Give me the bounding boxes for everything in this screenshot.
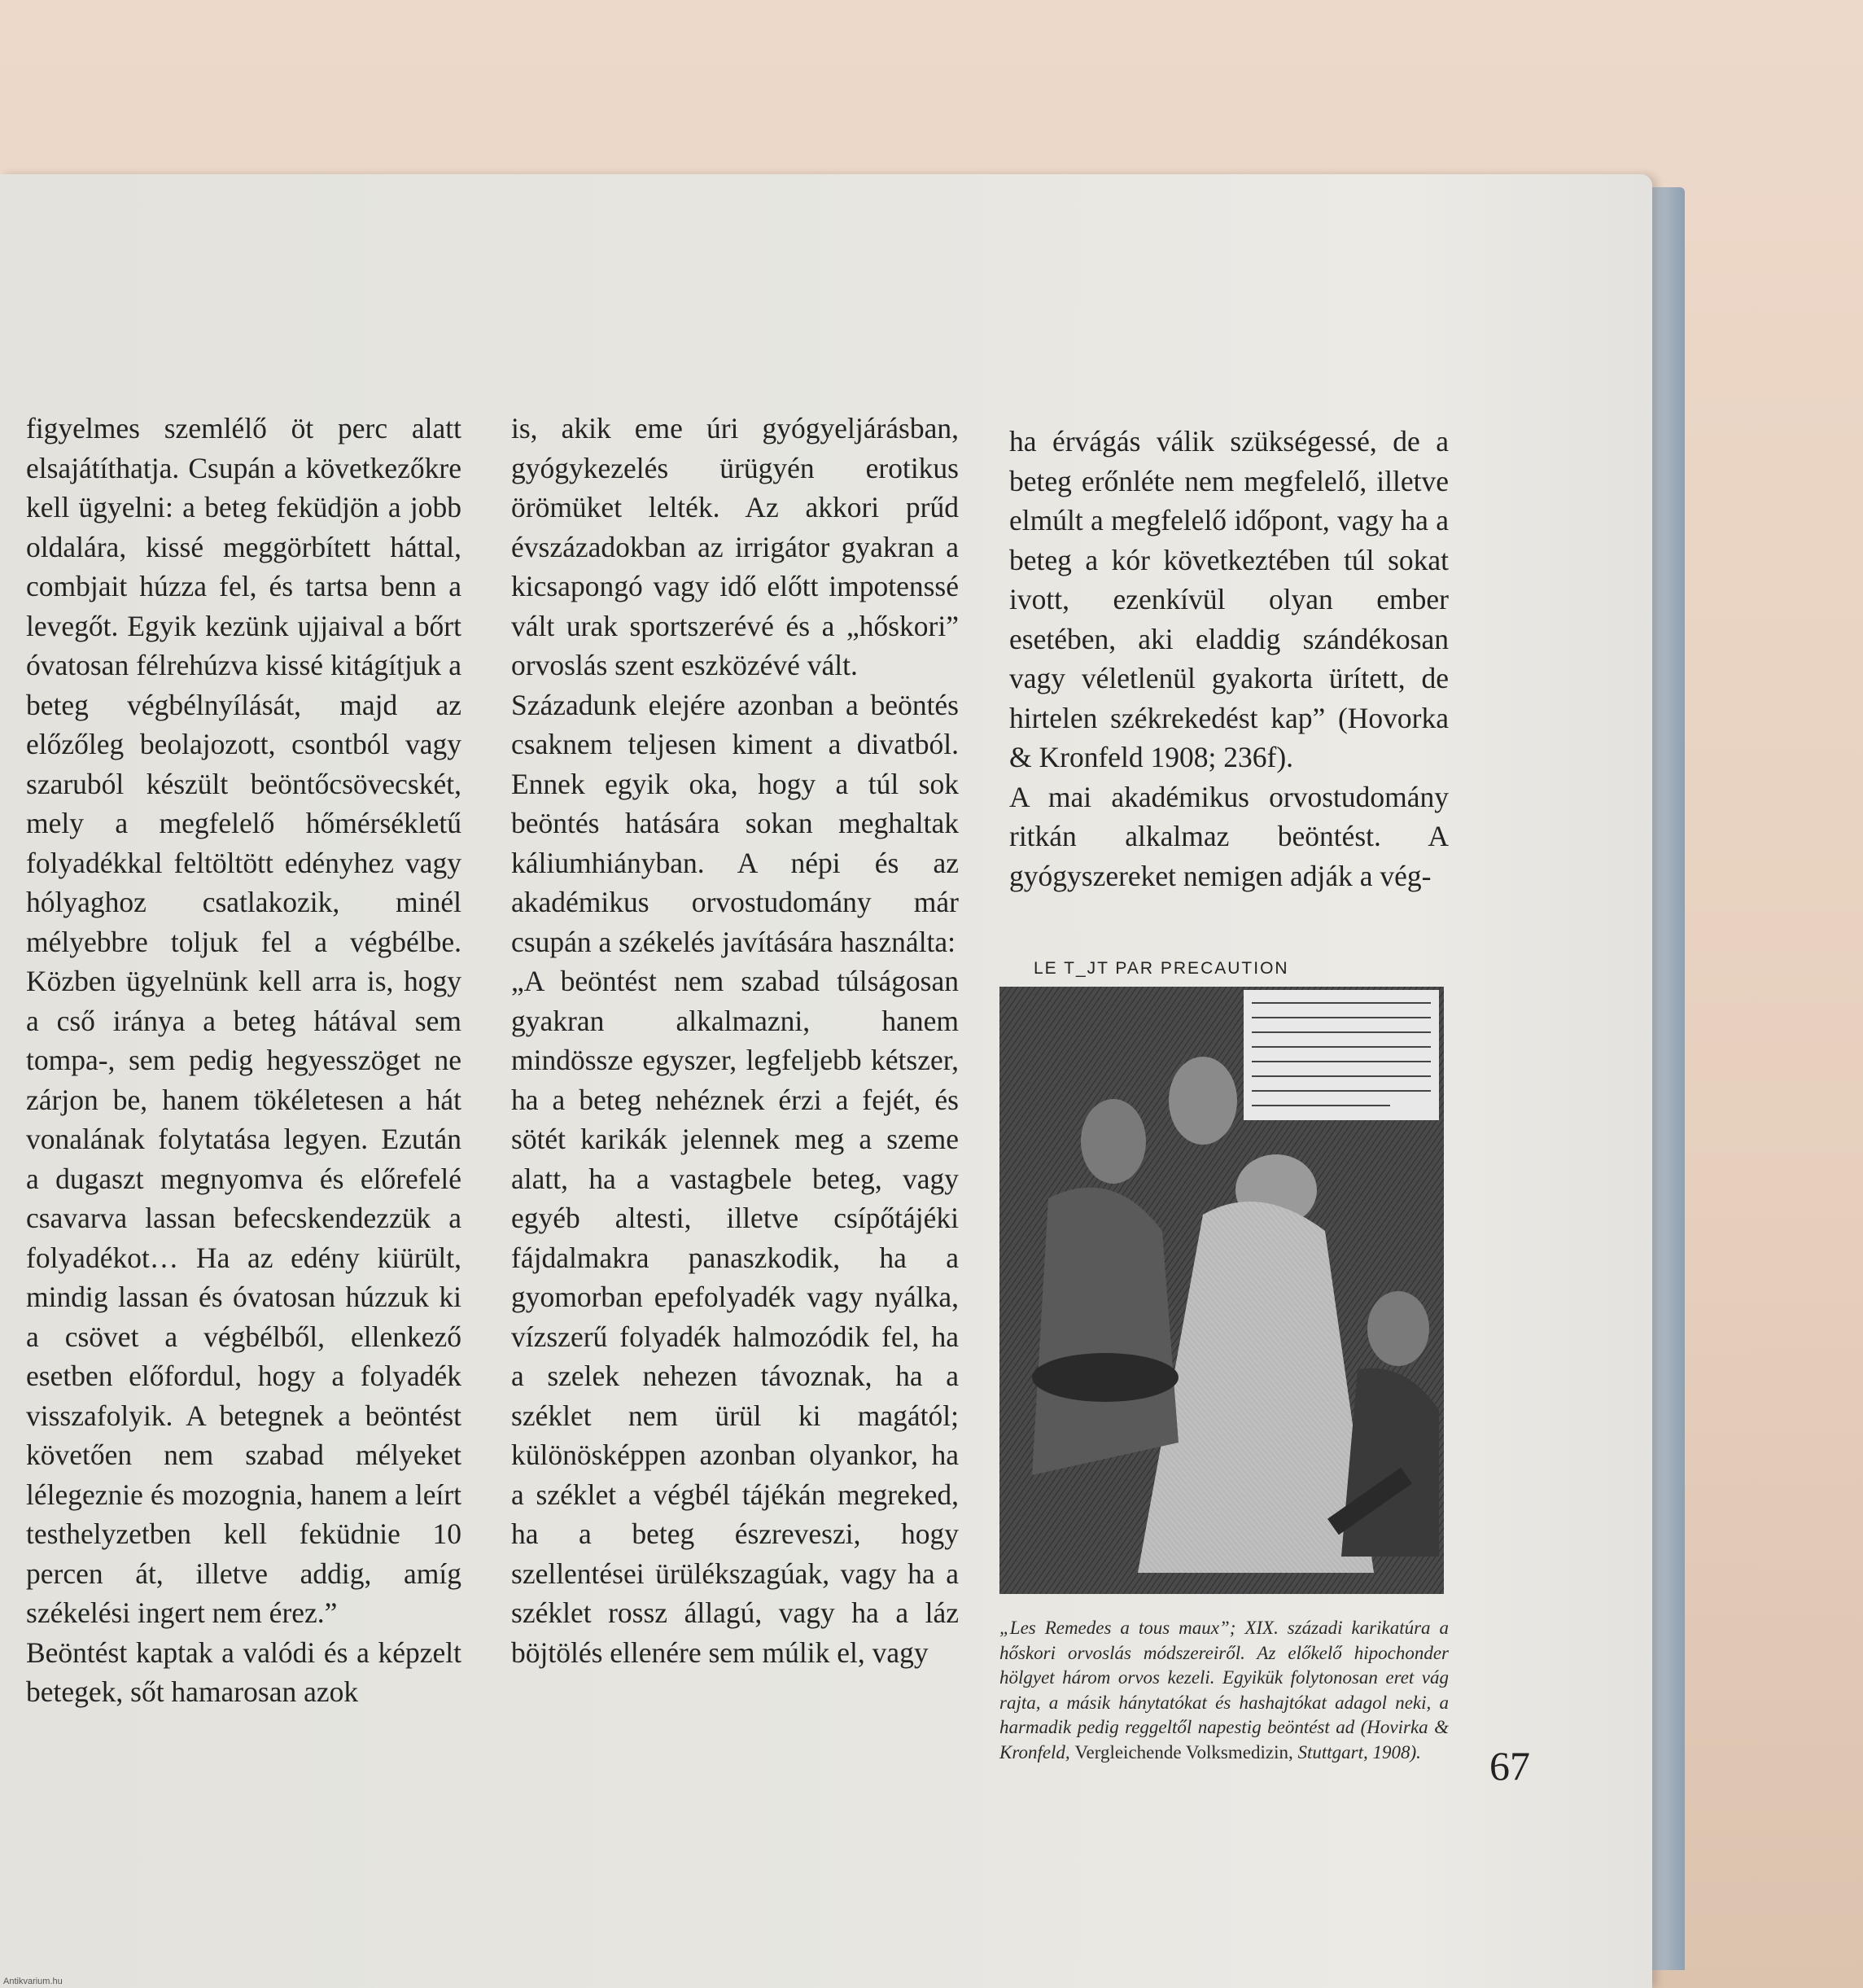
paragraph: figyelmes szemlélő öt perc alatt elsajátíthatja. Csupán a következőkre kell ügyelni: a beteg feküdjön a jobb oldalára, kissé meggörbített háttal, combjait húzza fel, és tartsa benn a levegőt. Egyik kezünk ujjaival a bőrt óvatosan félrehúzva kissé kitágítjuk a beteg végbélnyílását, majd az előzőleg beolajozott, csontból vagy szaruból készült beöntőcsövecskét, mely a megfelelő hőmérsékletű folyadékkal feltöltött edényhez vagy hólyaghoz csatlakozik, minél mélyebbre toljuk fel a végbélbe. Közben ügyelnünk kell arra is, hogy a cső iránya a beteg hátával sem tompa-, sem pedig hegyesszöget ne zárjon be, hanem tökéletesen a hát vonalának folytatása legyen. Ezután a dugaszt megnyomva és előrefelé csavarva lassan befecskendezzük a folyadékot… Ha az edény kiürült, mindig lassan és óvatosan húzzuk ki a csövet a végbélből, ellenkező esetben előfordul, hogy a folyadék visszafolyik. A betegnek a beöntést követően nem szabad mélyeket lélegeznie és mozognia, hanem a leírt testhelyzetben kell feküdnie 10 percen át, illetve addig, amíg székelési ingert nem érez.” xyxy=(26,412,461,1629)
paragraph: A mai akadémikus orvostudomány ritkán alkalmaz beöntést. A gyógyszereket nemigen adják a vég- xyxy=(1009,780,1449,892)
engraving-drawing xyxy=(999,987,1444,1594)
page-number: 67 xyxy=(1489,1743,1530,1789)
paragraph: Századunk elejére azonban a beöntés csaknem teljesen kiment a divatból. Ennek egyik oka, hogy a túl sok beöntés hatására sokan meghaltak káliumhiányban. A népi és az akadémikus orvostudomány már csupán a székelés javítására használta: xyxy=(511,688,959,958)
engraving-illustration xyxy=(999,987,1444,1594)
watermark: Antikvarium.hu xyxy=(3,1977,63,1986)
paragraph: ha érvágás válik szükségessé, de a beteg erőnléte nem megfelelő, illetve elmúlt a megfelelő időpont, vagy ha a beteg a kór következtében túl sokat ivott, ezenkívül olyan ember esetében, aki eladdig szándékosan vagy véletlenül gyakorta ürített, de hirtelen székrekedést kap” (Hovorka & Kronfeld 1908; 236f). xyxy=(1009,425,1449,773)
caption-text: „Les Remedes a tous maux”; XIX. századi karikatúra a hőskori orvoslás módszereiről. Az előkelő hipochonder hölgyet három orvos kezeli. Egyikük folytonosan eret vág rajta, a másik hánytatókat és hashajtókat adagol neki, a harmadik pedig reggeltől napestig beöntést ad (Hovirka & Kronfeld, xyxy=(999,1618,1449,1762)
text-column-1 xyxy=(26,409,461,1712)
engraving-figure xyxy=(999,959,1445,1594)
text-column-3 xyxy=(1009,422,1449,895)
caption-book-title: Vergleichende Volksmedizin, xyxy=(1074,1741,1293,1762)
text-column-2 xyxy=(511,409,959,1672)
figure-caption xyxy=(999,1616,1449,1765)
paragraph: Beöntést kaptak a valódi és a képzelt betegek, sőt hamarosan azok xyxy=(26,1636,461,1708)
paragraph: „A beöntést nem szabad túlságosan gyakran alkalmazni, hanem mindössze egyszer, legfeljebb kétszer, ha a beteg nehéznek érzi a fejét, és sötét karikák jelennek meg a szeme alatt, ha a vastagbele beteg, vagy egyéb altesti, illetve csípőtájéki fájdalmakra panaszkodik, ha a gyomorban epefolyadék vagy nyálka, vízszerű folyadék halmozódik fel, ha a szelek nehezen távoznak, ha a széklet nem ürül ki magától; különösképpen azonban olyankor, ha a széklet a végbél tájékán megreked, ha a beteg észreveszi, hogy szellentései ürülékszagúak, vagy ha a széklet rossz állagú, vagy ha a láz böjtölés ellenére sem múlik el, vagy xyxy=(511,965,959,1669)
caption-place-year: Stuttgart, 1908). xyxy=(1297,1741,1421,1762)
paragraph: is, akik eme úri gyógyeljárásban, gyógykezelés ürügyén erotikus örömüket lelték. Az akkori prűd évszázadokban az irrigátor gyakran a kicsapongó vagy idő előtt impotenssé vált urak sportszerévé és a „hőskori” orvoslás szent eszközévé vált. xyxy=(511,412,959,681)
figure-title: LE T_JT PAR PRECAUTION xyxy=(1034,959,1289,978)
